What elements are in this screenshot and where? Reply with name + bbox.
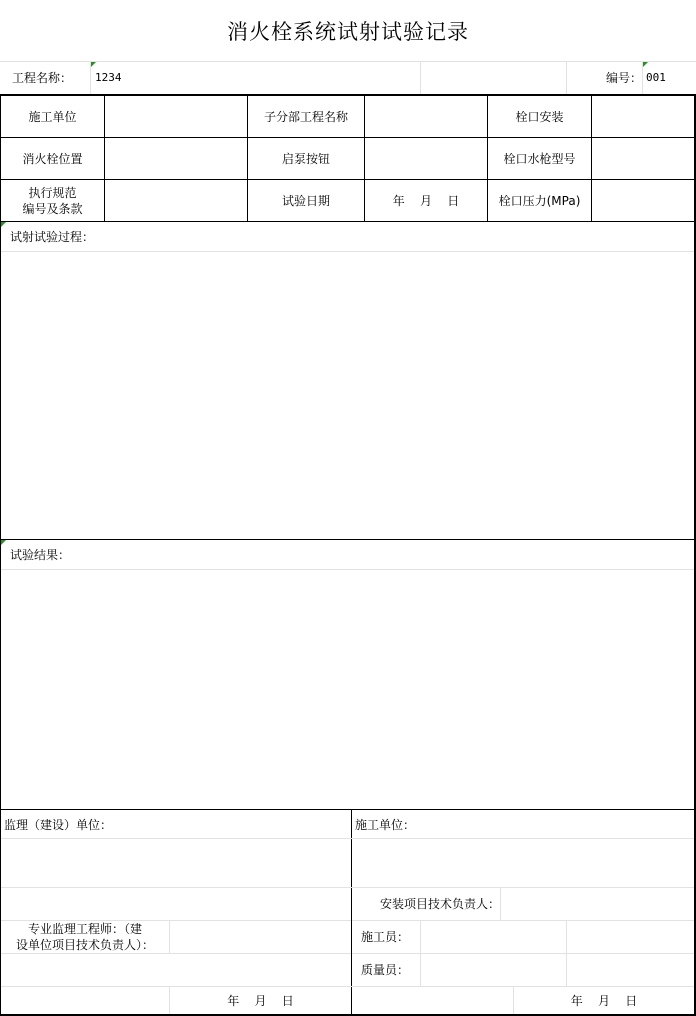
nozzle-model-label: 栓口水枪型号 [503, 151, 576, 166]
nozzle-model-field[interactable] [592, 138, 694, 179]
qc-label: 质量员： [361, 963, 410, 977]
engineer-label-line2: 设单位项目技术负责人）： [15, 938, 154, 952]
result-label: 试验结果： [10, 548, 71, 562]
pressure-label: 栓口压力(MPa) [498, 193, 581, 208]
process-content-area[interactable] [1, 252, 694, 539]
engineer-label-line1: 专业监理工程师：（建 [27, 922, 142, 936]
test-date-field[interactable]: 年 月 日 [392, 193, 460, 208]
hydrant-location-label: 消火栓位置 [22, 151, 83, 166]
install-tech-lead-label: 安装项目技术负责人： [379, 897, 500, 911]
spec-field[interactable] [105, 180, 247, 221]
hydrant-install-label: 栓口安装 [515, 109, 564, 124]
worker-label: 施工员： [361, 930, 410, 944]
process-label: 试射试验过程： [10, 230, 95, 244]
qc-field[interactable] [421, 954, 566, 986]
sub-project-label: 子分部工程名称 [263, 109, 348, 124]
hydrant-install-field[interactable] [592, 96, 694, 137]
pump-button-label: 启泵按钮 [281, 151, 330, 166]
supervision-unit-label: 监理（建设）单位： [4, 817, 113, 832]
pressure-field[interactable] [592, 180, 694, 221]
cell-comment-marker [1, 540, 6, 545]
engineer-label [1, 921, 169, 953]
spec-label-line1: 执行规范 [28, 185, 77, 200]
pump-button-field[interactable] [365, 138, 487, 179]
number-label: 编号： [605, 71, 642, 85]
install-tech-lead-field[interactable] [501, 888, 694, 920]
sub-project-field[interactable] [365, 96, 487, 137]
project-name-value[interactable]: 1234 [95, 71, 122, 84]
sig-construction-unit-label: 施工单位： [355, 817, 416, 832]
engineer-field[interactable] [170, 921, 351, 953]
construction-date[interactable]: 年 月 日 [570, 993, 638, 1008]
spec-label-line2: 编号及条款 [22, 201, 83, 216]
project-name-label: 工程名称： [12, 71, 73, 85]
number-value[interactable]: 001 [646, 71, 666, 84]
page-title: 消火栓系统试射试验记录 [227, 20, 469, 44]
result-content-area[interactable] [1, 570, 694, 809]
supervision-date[interactable]: 年 月 日 [227, 993, 294, 1008]
test-date-label: 试验日期 [281, 193, 330, 208]
construction-unit-label: 施工单位 [28, 109, 77, 124]
hydrant-location-field[interactable] [105, 138, 247, 179]
spec-label [1, 180, 104, 221]
cell-comment-marker [1, 222, 6, 227]
construction-unit-field[interactable] [105, 96, 247, 137]
worker-field[interactable] [421, 921, 566, 953]
